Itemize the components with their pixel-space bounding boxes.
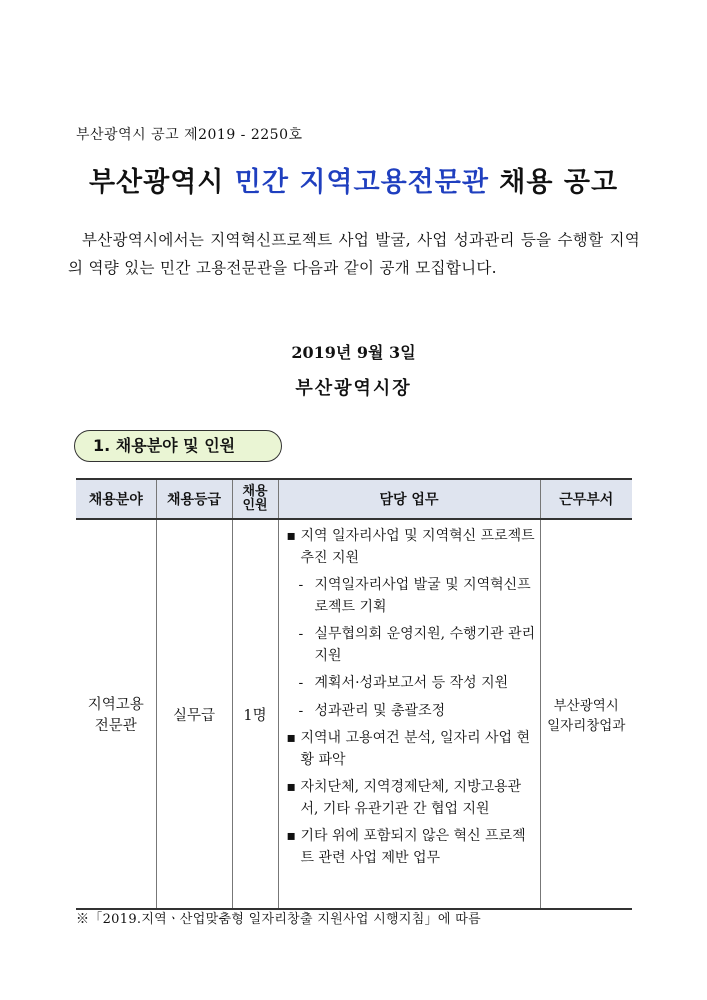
title-part-1: 부산광역시 xyxy=(88,167,235,198)
cell-grade: 실무급 xyxy=(156,519,232,909)
dash-marker: - xyxy=(298,626,304,642)
duty-item xyxy=(285,826,538,869)
duty-item xyxy=(285,777,538,820)
bullet-marker: ▪ xyxy=(286,730,296,746)
recruitment-table-wrapper xyxy=(76,478,632,910)
duty-text: 기타 위에 포함되지 않은 혁신 프로젝트 관련 사업 제반 업무 xyxy=(300,828,526,866)
dash-marker: - xyxy=(298,577,304,593)
duty-text: 지역내 고용여건 분석, 일자리 사업 현황 파악 xyxy=(300,730,531,768)
table-header-row xyxy=(76,479,632,519)
duty-text: 성과관리 및 총괄조정 xyxy=(314,702,446,719)
duty-text: 지역 일자리사업 및 지역혁신 프로젝트 추진 지원 xyxy=(300,528,535,566)
recruitment-table xyxy=(76,478,632,910)
footnote: ※「2019.지역ㆍ산업맞춤형 일자리창출 지원사업 시행지침」에 따름 xyxy=(76,912,481,927)
notice-number: 부산광역시 공고 제2019 - 2250호 xyxy=(76,127,303,143)
header-count: 채용 인원 xyxy=(232,479,278,519)
duty-text: 계획서·성과보고서 등 작성 지원 xyxy=(314,675,509,691)
header-field: 채용분야 xyxy=(76,479,156,519)
signer: 부산광역시장 xyxy=(295,378,412,399)
cell-field: 지역고용 전문관 xyxy=(76,519,156,909)
duty-item xyxy=(285,728,538,771)
header-duties: 담당 업무 xyxy=(278,479,540,519)
cell-count: 1명 xyxy=(232,519,278,909)
duty-text: 지역일자리사업 발굴 및 지역혁신프로젝트 기획 xyxy=(314,577,531,615)
cell-duties xyxy=(278,519,540,909)
intro-paragraph: 부산광역시에서는 지역혁신프로젝트 사업 발굴, 사업 성과관리 등을 수행할 지역의 역량 있는 민간 고용전문관을 다음과 같이 공개 모집합니다. xyxy=(68,231,640,277)
title-part-3: 채용 공고 xyxy=(488,167,619,198)
bullet-marker: ▪ xyxy=(286,828,296,844)
section-heading: 1. 채용분야 및 인원 xyxy=(74,430,282,462)
duty-subitem xyxy=(285,673,538,695)
cell-department: 부산광역시 일자리창업과 xyxy=(540,519,632,909)
bullet-marker: ▪ xyxy=(286,528,296,544)
header-grade: 채용등급 xyxy=(156,479,232,519)
table-row xyxy=(76,519,632,909)
duty-subitem xyxy=(285,624,538,667)
duty-text: 자치단체, 지역경제단체, 지방고용관서, 기타 유관기관 간 협업 지원 xyxy=(300,779,522,817)
announcement-date: 2019년 9월 3일 xyxy=(291,343,416,362)
title-highlight: 민간 지역고용전문관 xyxy=(234,167,489,198)
duty-subitem xyxy=(285,701,538,723)
duty-item xyxy=(285,526,538,569)
page-title xyxy=(0,160,707,199)
bullet-marker: ▪ xyxy=(286,779,296,795)
dash-marker: - xyxy=(298,702,304,719)
duty-subitem xyxy=(285,575,538,618)
header-department: 근무부서 xyxy=(540,479,632,519)
dash-marker: - xyxy=(298,675,304,691)
duty-text: 실무협의회 운영지원, 수행기관 관리 지원 xyxy=(314,626,536,664)
